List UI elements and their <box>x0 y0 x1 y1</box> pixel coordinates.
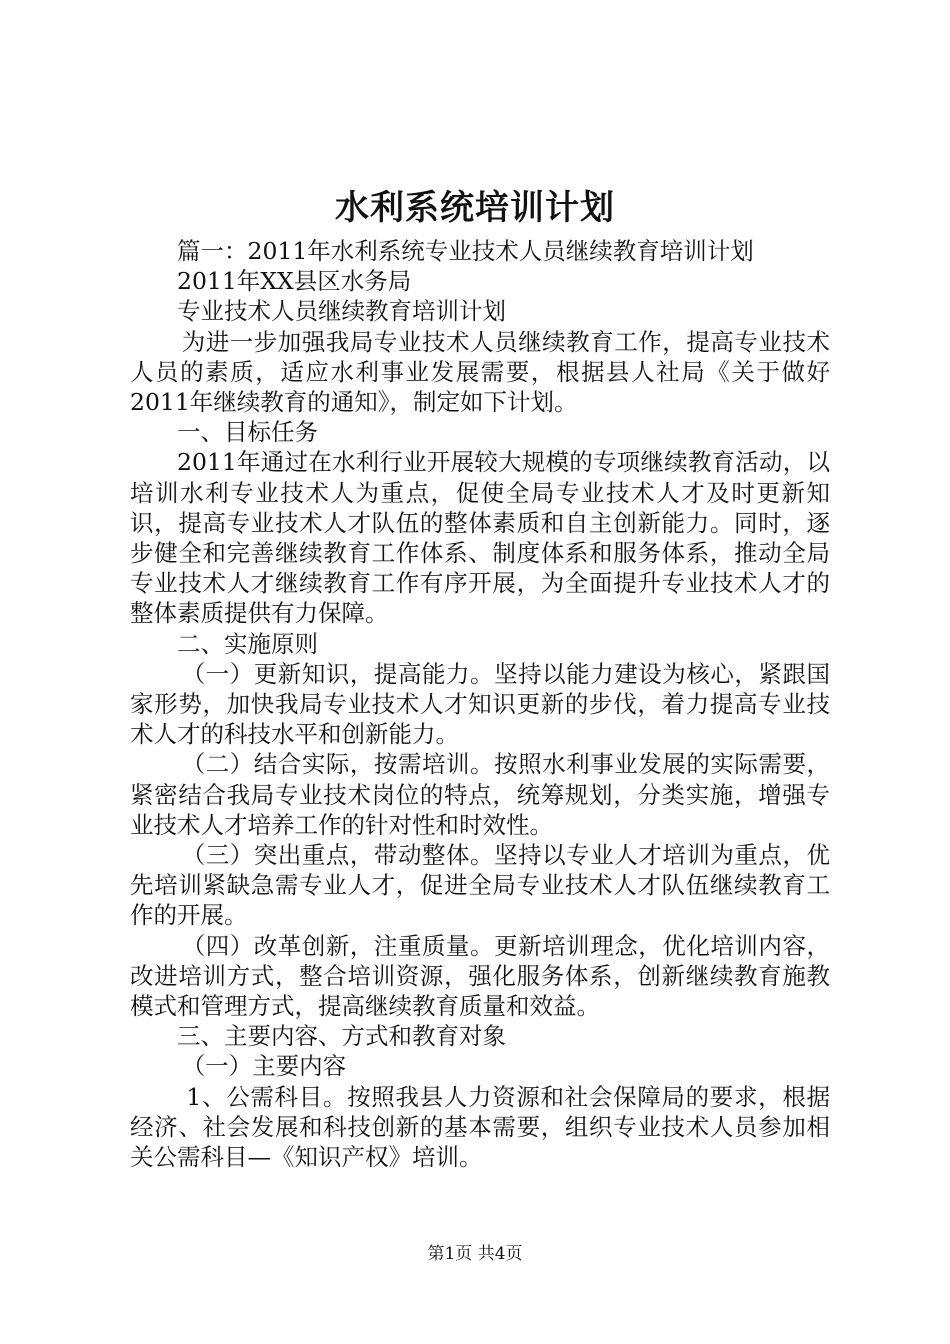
section-heading-principles: 二、实施原则 <box>177 629 318 658</box>
document-title: 水利系统培训计划 <box>335 188 615 228</box>
document-body <box>130 236 830 1172</box>
paragraph-principle-2: （二）结合实际，按需培训。按照水利事业发展的实际需要，紧密结合我局专业技术岗位的特点，统筹规划，分类实施，增强专业技术人才培养工作的针对性和时效性。 <box>130 750 830 839</box>
paragraph-principle-4: （四）改革创新，注重质量。更新培训理念，优化培训内容，改进培训方式，整合培训资源，强化服务体系，创新继续教育施教模式和管理方式，提高继续教育质量和效益。 <box>130 931 830 1021</box>
section-heading-goals: 一、目标任务 <box>177 418 318 447</box>
paragraph-intro: 为进一步加强我局专业技术人员继续教育工作，提高专业技术人员的素质，适应水利事业发展需要，根据县人社局《关于做好2011年继续教育的通知》，制定如下计划。 <box>130 327 830 417</box>
paragraph-goals: 2011年通过在水利行业开展较大规模的专项继续教育活动，以培训水利专业技术人为重点，促使全局专业技术人才及时更新知识，提高专业技术人才队伍的整体素质和自主创新能力。同时，逐步健全和完善继续教育工作体系、制度体系和服务体系，推动全局专业技术人才继续教育工作有序开展，为全面提升专业技术人才的整体素质提供有力保障。 <box>130 448 830 628</box>
subsection-heading-content: （一）主要内容 <box>181 1052 347 1081</box>
paragraph-public-subjects: 1、公需科目。按照我县人力资源和社会保障局的要求，根据经济、社会发展和科技创新的基本需要，组织专业技术人员参加相关公需科目—《知识产权》培训。 <box>130 1082 830 1172</box>
paragraph-heading-article: 篇一：2011年水利系统专业技术人员继续教育培训计划 <box>177 237 754 265</box>
paragraph-plan-name: 专业技术人员继续教育培训计划 <box>177 297 506 326</box>
paragraph-principle-1: （一）更新知识，提高能力。坚持以能力建设为核心，紧跟国家形势，加快我局专业技术人才知识更新的步伐，着力提高专业技术人才的科技水平和创新能力。 <box>130 659 830 749</box>
section-heading-content: 三、主要内容、方式和教育对象 <box>177 1022 506 1051</box>
paragraph-principle-3: （三）突出重点，带动整体。坚持以专业人才培训为重点，优先培训紧缺急需专业人才，促进全局专业技术人才队伍继续教育工作的开展。 <box>130 841 830 930</box>
paragraph-issuer: 2011年XX县区水务局 <box>177 267 412 296</box>
page-number-footer: 第1页 共4页 <box>427 1244 523 1264</box>
